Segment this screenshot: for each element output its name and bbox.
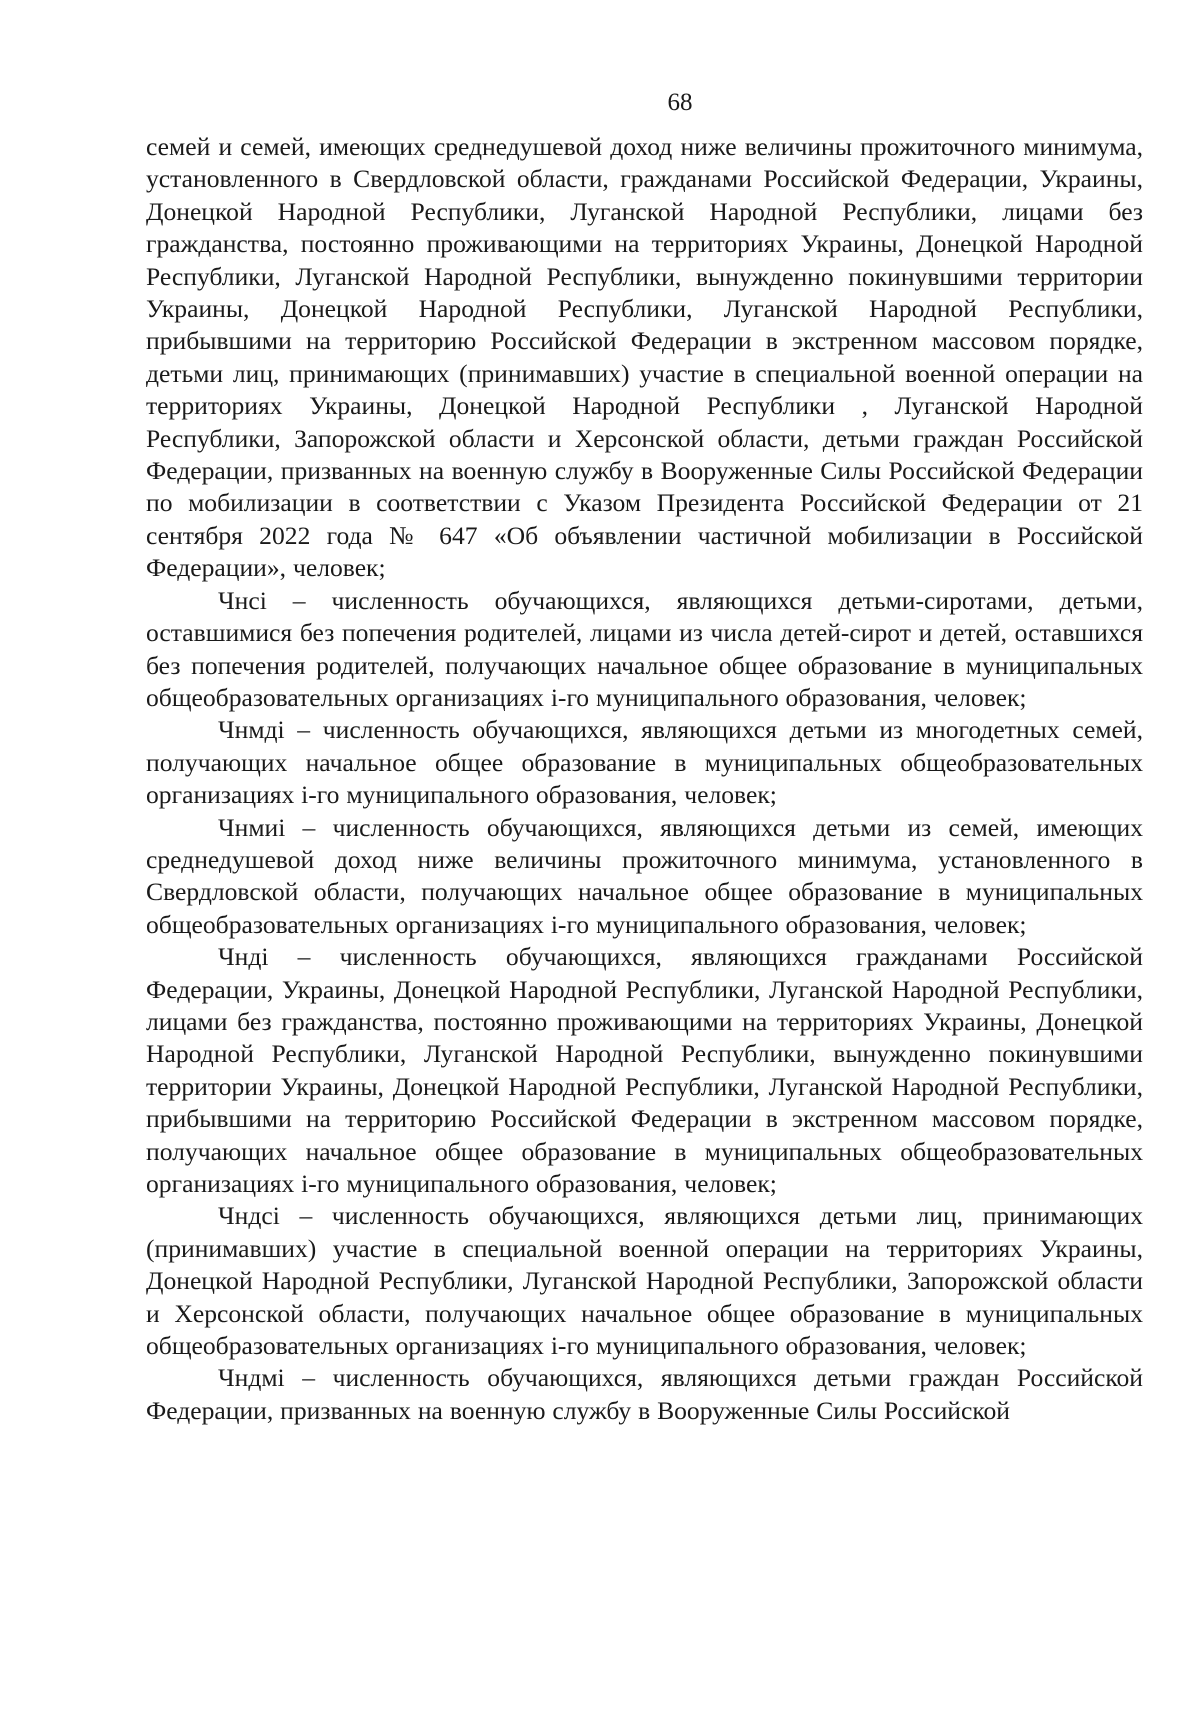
- paragraph-chndsi-definition: Чндсi – численность обучающихся, являющихся детьми лиц, принимающих (принимавших) участие в специальной военной операции на территориях Украины, Донецкой Народной Республики, Луганской Народной Республики, Запорожской области и Херсонской области, получающих начальное общее образование в муниципальных общеобразовательных организациях i-го муниципального образования, человек;: [146, 1201, 1143, 1361]
- paragraph-chndi-definition: Чндi – численность обучающихся, являющихся гражданами Российской Федерации, Украины, Донецкой Народной Республики, Луганской Народной Республики, лицами без гражданства, постоянно проживающими на территориях Украины, Донецкой Народной Республики, Луганской Народной Республики, вынужденно покинувшими территории Украины, Донецкой Народной Республики, Луганской Народной Республики, прибывшими на территорию Российской Федерации в экстренном массовом порядке, получающих начальное общее образование в муниципальных общеобразовательных организациях i-го муниципального образования, человек;: [146, 942, 1143, 1198]
- paragraph-chndmi-definition: Чндмi – численность обучающихся, являющихся детьми граждан Российской Федерации, призванных на военную службу в Вооруженные Силы Российской: [146, 1363, 1143, 1425]
- paragraph-chnmdi-definition: Чнмдi – численность обучающихся, являющихся детьми из многодетных семей, получающих начальное общее образование в муниципальных общеобразовательных организациях i-го муниципального образования, человек;: [146, 715, 1143, 810]
- page-number: 68: [667, 89, 693, 116]
- paragraph-continuation: семей и семей, имеющих среднедушевой доход ниже величины прожиточного минимума, установленного в Свердловской области, гражданами Российской Федерации, Украины, Донецкой Народной Республики, Луганской Народной Республики, лицами без гражданства, постоянно проживающими на территориях Украины, Донецкой Народной Республики, Луганской Народной Республики, вынужденно покинувшими территории Украины, Донецкой Народной Республики, Луганской Народной Республики, прибывшими на территорию Российской Федерации в экстренном массовом порядке, детьми лиц, принимающих (принимавших) участие в специальной военной операции на территориях Украины, Донецкой Народной Республики , Луганской Народной Республики, Запорожской области и Херсонской области, детьми граждан Российской Федерации, призванных на военную службу в Вооруженные Силы Российской Федерации по мобилизации в соответствии с Указом Президента Российской Федерации от 21 сентября 2022 года № 647 «Об объявлении частичной мобилизации в Российской Федерации», человек;: [146, 132, 1143, 583]
- paragraph-chnmii-definition: Чнмиi – численность обучающихся, являющихся детьми из семей, имеющих среднедушевой доход ниже величины прожиточного минимума, установленного в Свердловской области, получающих начальное общее образование в муниципальных общеобразовательных организациях i-го муниципального образования, человек;: [146, 812, 1143, 939]
- document-body: [146, 131, 1143, 1427]
- paragraph-chnsi-definition: Чнсi – численность обучающихся, являющихся детьми-сиротами, детьми, оставшимися без попечения родителей, лицами из числа детей-сирот и детей, оставшихся без попечения родителей, получающих начальное общее образование в муниципальных общеобразовательных организациях i-го муниципального образования, человек;: [146, 585, 1143, 712]
